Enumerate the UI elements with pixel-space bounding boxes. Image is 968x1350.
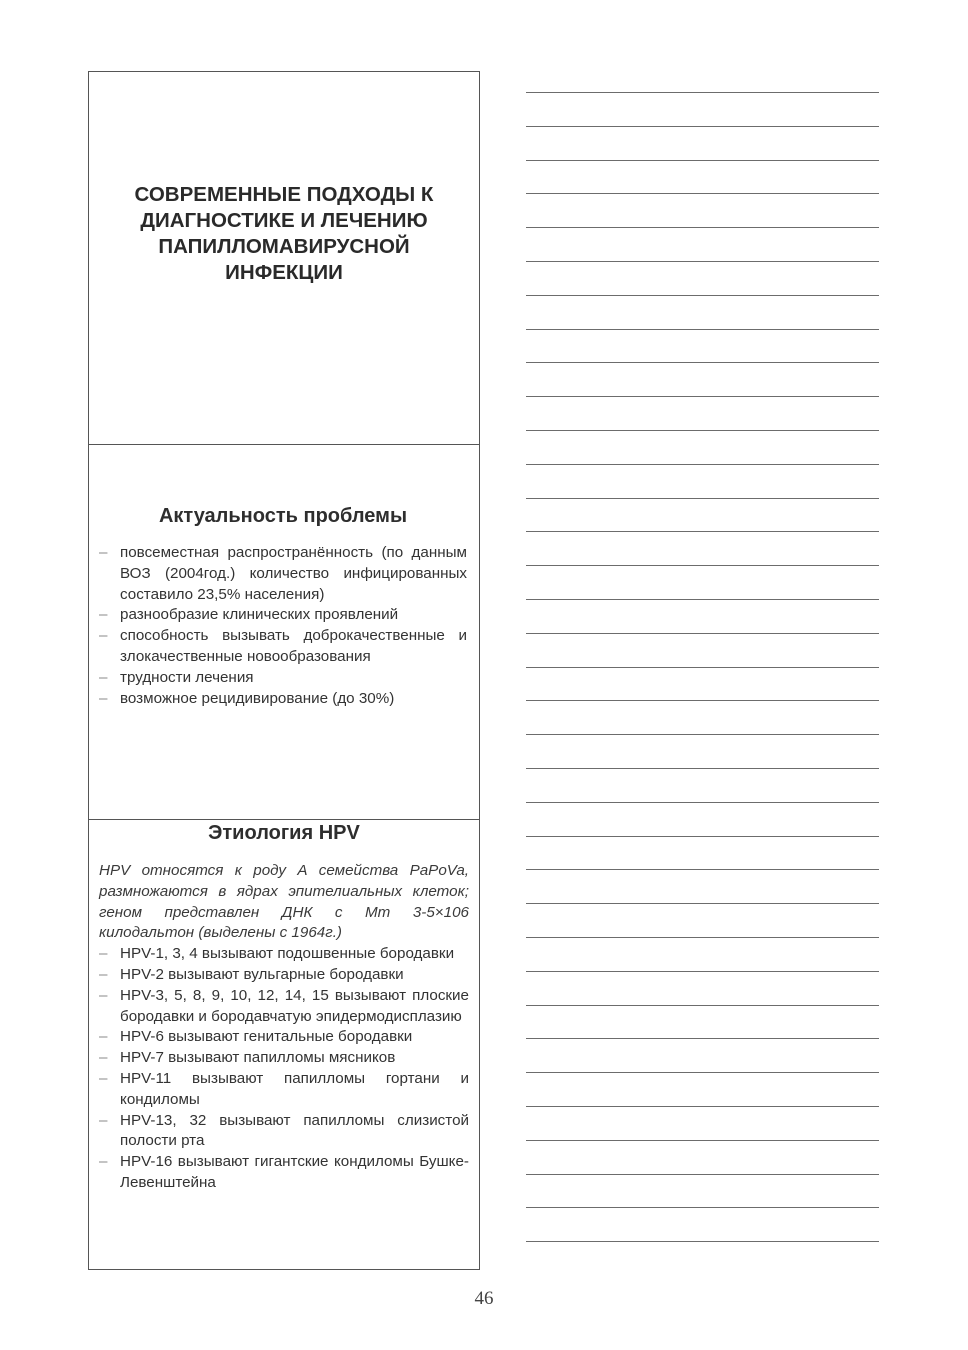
list-item: – HPV-7 вызывают папилломы мясников [99, 1048, 469, 1069]
note-line [526, 667, 879, 701]
note-line [526, 126, 879, 160]
note-line [526, 1241, 879, 1275]
list-item: – трудности лечения [99, 668, 467, 689]
note-line [526, 1005, 879, 1039]
note-line [526, 937, 879, 971]
page-number: 46 [474, 1288, 494, 1309]
note-line [526, 261, 879, 295]
note-line [526, 734, 879, 768]
relevance-list [99, 543, 467, 709]
list-item: – HPV-2 вызывают вульгарные бородавки [99, 965, 469, 986]
note-line [526, 193, 879, 227]
note-line [526, 396, 879, 430]
list-item: – HPV-1, 3, 4 вызывают подошвенные бородавки [99, 944, 469, 965]
note-line [526, 700, 879, 734]
note-line [526, 1038, 879, 1072]
note-line [526, 633, 879, 667]
note-line [526, 160, 879, 194]
note-line [526, 768, 879, 802]
slide-title [89, 72, 479, 445]
note-line [526, 565, 879, 599]
presentation-title: СОВРЕМЕННЫЕ ПОДХОДЫ К ДИАГНОСТИКЕ И ЛЕЧЕНИЮ ПАПИЛЛОМАВИРУСНОЙ ИНФЕКЦИИ [134, 183, 434, 284]
note-line [526, 599, 879, 633]
etiology-heading: Этиология HPV [208, 822, 360, 844]
etiology-intro: HPV относятся к роду А семейства PaPoVa, размножаются в ядрах эпителиальных клеток; геном представлен ДНК с Mm 3-5×106 килодальтон (выделены с 1964г.) [99, 862, 469, 942]
list-item: – HPV-11 вызывают папилломы гортани и кондиломы [99, 1069, 469, 1111]
list-item: – HPV-6 вызывают генитальные бородавки [99, 1027, 469, 1048]
note-line [526, 1174, 879, 1208]
note-line [526, 464, 879, 498]
list-item: – возможное рецидивирование (до 30%) [99, 689, 467, 710]
slide-etiology [89, 820, 479, 1269]
note-line [526, 1207, 879, 1241]
list-item: – HPV-16 вызывают гигантские кондиломы Бушке-Левенштейна [99, 1152, 469, 1194]
slide-relevance [89, 445, 479, 820]
note-line [526, 971, 879, 1005]
note-line [526, 1106, 879, 1140]
list-item: – способность вызывать доброкачественные и злокачественные новообразования [99, 626, 467, 668]
note-line [526, 836, 879, 870]
note-line [526, 802, 879, 836]
list-item: – разнообразие клинических проявлений [99, 605, 467, 626]
note-line [526, 329, 879, 363]
note-line [526, 1140, 879, 1174]
note-line [526, 903, 879, 937]
relevance-heading: Актуальность проблемы [158, 505, 408, 527]
list-item: – HPV-13, 32 вызывают папилломы слизистой полости рта [99, 1111, 469, 1153]
note-line [526, 498, 879, 532]
note-line [526, 295, 879, 329]
note-line [526, 227, 879, 261]
slides-column [88, 71, 480, 1270]
note-line [526, 362, 879, 396]
note-line [526, 92, 879, 126]
note-line [526, 1072, 879, 1106]
list-item: – повсеместная распространённость (по данным ВОЗ (2004год.) количество инфицированных составило 23,5% населения) [99, 543, 467, 605]
note-line [526, 430, 879, 464]
list-item: – HPV-3, 5, 8, 9, 10, 12, 14, 15 вызывают плоские бородавки и бородавчатую эпидермодисплазию [99, 986, 469, 1028]
note-line [526, 869, 879, 903]
etiology-list [99, 944, 469, 1194]
note-lines [526, 92, 879, 1275]
note-line [526, 531, 879, 565]
